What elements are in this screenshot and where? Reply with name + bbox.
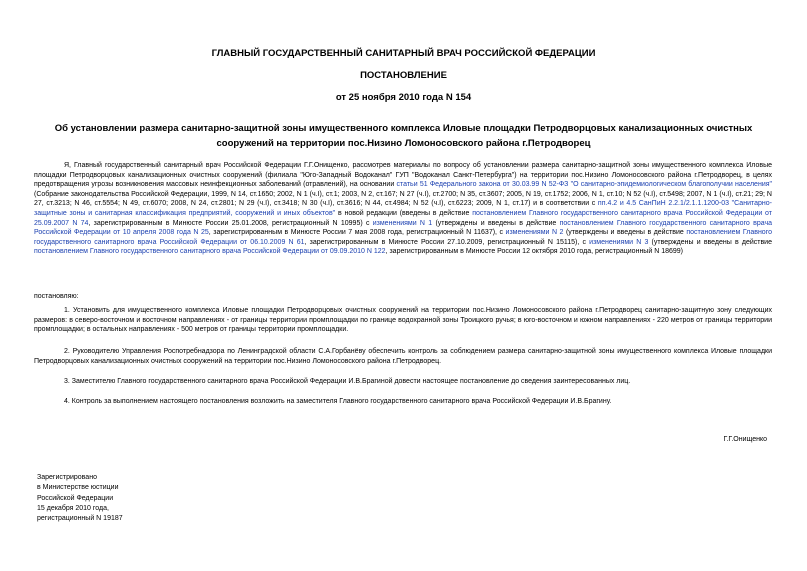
sanpin-link[interactable]: пп.4.2 и 4.5 СанПиН 2.2.1/2.1.1.1200-03 "Санитарно-защитные зоны и санитарная классификация предприятий, сооружений и иных объектов"	[34, 200, 772, 217]
amendments-3-link[interactable]: изменениями N 3	[589, 238, 649, 246]
law-article-link[interactable]: статьи 51 Федерального закона от 30.03.99 N 52-ФЗ "О санитарно-эпидемиологическом благополучии населения"	[396, 181, 773, 189]
resolution-122-link[interactable]: постановлением Главного государственного санитарного врача Российской Федерации от 09.09.2010 N 122	[34, 248, 386, 256]
preamble-text: , зарегистрированным в Минюсте России 25.01.2008, регистрационный N 10995) с	[88, 219, 373, 227]
item-2: 2. Руководителю Управления Роспотребнадзора по Ленинградской области С.А.Горбанёву обеспечить контроль за соблюдением размера санитарно-защитной зоны имущественного комплекса Иловые площадки Петродворцовых канализационных очистных сооружений на территории пос.Низино Ломоносовского района г.Петродворец.	[34, 348, 772, 365]
resolution-61-link[interactable]: постановлением Главного государственного санитарного врача Российской Федерации от 06.10.2009 N 61	[34, 229, 772, 246]
item-3: 3. Заместителю Главного государственного санитарного врача Российской Федерации И.В.Брагиной довести настоящее постановление до сведения заинтересованных лиц.	[64, 378, 631, 385]
preamble-paragraph	[34, 161, 772, 257]
registration-line: регистрационный N 19187	[37, 515, 123, 523]
registration-line: Российской Федерации	[37, 494, 114, 502]
amendments-1-link[interactable]: изменениями N 1	[372, 219, 433, 227]
preamble-text: , зарегистрированным в Минюсте России 7 мая 2008 года, регистрационный N 11637), с	[208, 229, 506, 237]
document-date-number: от 25 ноября 2010 года N 154	[335, 92, 472, 103]
item-1: 1. Установить для имущественного комплекса Иловые площадки Петродворцовых очистных сооружений на территории пос.Низино Ломоносовского района г.Петродворец санитарно-защитную зону следующих размеров: в северо-восточном и восточном направлениях - от границы территории промплощадки по границе водохранной зоны Троицкого ручья; в юго-восточном и южном направлениях - 220 метров от границы территории промплощадки; в остальных направлениях - 500 метров от границы территории промплощадки.	[34, 307, 772, 334]
resolution-74-link[interactable]: постановлением Главного государственного санитарного врача Российской Федерации от 25.09.2007 N 74	[34, 209, 772, 227]
registration-line: Зарегистрировано	[37, 474, 97, 481]
document-type: ПОСТАНОВЛЕНИЕ	[360, 70, 447, 81]
amendments-2-link[interactable]: изменениями N 2	[505, 229, 564, 237]
document-title: Об установлении размера санитарно-защитной зоны имущественного комплекса Иловые площадки Петродворцовых канализационных очистных сооружений на территории пос.Низино Ломоносовского района г.Петродворец	[54, 123, 753, 149]
resolution-25-link[interactable]: постановлением Главного государственного санитарного врача Российской Федерации от 10 апреля 2008 года N 25	[34, 219, 772, 237]
preamble-text: (утверждены и введены в действие	[648, 238, 772, 246]
preamble-text: (Собрание законодательства Российской Федерации, 1999, N 14, ст.1650; 2002, N 1 (ч.I), ст.1; 2003, N 2, ст.167; N 27 (ч.I), ст.2700; N 35, ст.3607; 2005, N 19, ст.1752; 2006, N 1, ст.10; N 52 (ч.I), ст.5498; 2007, N 1 (ч.I), ст.21; 29; N 27, ст.3213; N 46, ст.5554; N 49, ст.6070; 2008, N 24, ст.2801; N 29 (ч.I), ст.3418; N 30 (ч.I), ст.3616; N 44, ст.4984; N 52 (ч.I), ст.6223; 2009, N 1, ст.17) и в соответствии с	[34, 190, 772, 208]
preamble-text: в новой редакции (введены в действие	[335, 209, 473, 217]
signature: Г.Г.Онищенко	[723, 436, 767, 443]
preamble-text: (утверждены и введены в действие	[563, 229, 687, 237]
preamble-text: (утверждены и введены в действие	[432, 219, 560, 227]
preamble-text: , зарегистрированным в Минюсте России 12 октября 2010 года, регистрационный N 18699)	[385, 248, 683, 256]
registration-line: 15 декабря 2010 года,	[37, 504, 109, 512]
preamble-text: Я, Главный государственный санитарный врач Российской Федерации Г.Г.Онищенко, рассмотрев материалы по вопросу об установлении размера санитарно-защитной зоны имущественного комплекса Иловые площадки Петродворцовых канализационных очистных сооружений (филиала "Юго-Западный Водоканал" ГУП "Водоканал Санкт-Петербурга") на территории пос.Низино Ломоносовского района г.Петродворец, в целях предотвращения угрозы возникновения массовых неинфекционных заболеваний (отравлений), на основании	[34, 162, 772, 189]
registration-note	[37, 473, 123, 524]
issuing-authority: ГЛАВНЫЙ ГОСУДАРСТВЕННЫЙ САНИТАРНЫЙ ВРАЧ РОССИЙСКОЙ ФЕДЕРАЦИИ	[211, 48, 596, 59]
registration-line: в Министерстве юстиции	[37, 484, 119, 492]
preamble-text: , зарегистрированным в Минюсте России 27.10.2009, регистрационный N 15115), с	[304, 238, 590, 246]
item-4: 4. Контроль за выполнением настоящего постановления возложить на заместителя Главного государственного санитарного врача Российской Федерации И.В.Брагину.	[64, 398, 612, 405]
resolve-word: постановляю:	[34, 293, 79, 300]
